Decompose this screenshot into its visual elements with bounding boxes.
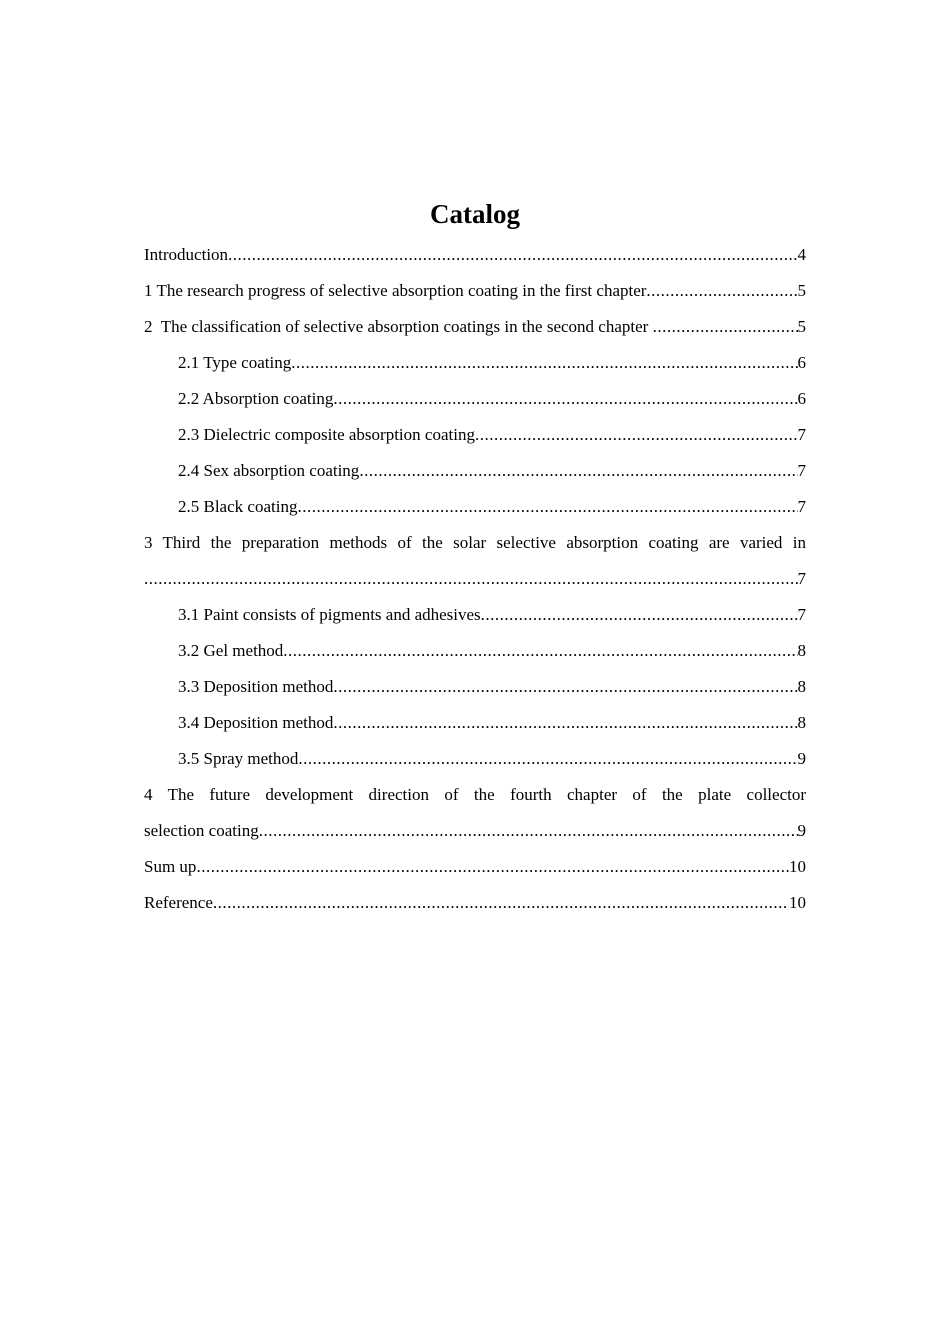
toc-page-number: 7 (797, 461, 806, 480)
dot-leader (333, 705, 797, 741)
toc-entry-chapter-1[interactable] (144, 273, 806, 309)
toc-entry-3-3[interactable] (144, 669, 806, 705)
toc-entry-label: 2.2 Absorption coating (178, 389, 334, 408)
toc-entry-label: 2.1 Type coating (178, 353, 292, 372)
toc-entry-3-4[interactable] (144, 705, 806, 741)
toc-entry-3-5[interactable] (144, 741, 806, 777)
toc-entry-label: Introduction (144, 245, 229, 264)
toc-page-number: 9 (797, 821, 806, 840)
toc-entry-label: 2.3 Dielectric composite absorption coating (178, 425, 475, 444)
dot-leader (291, 345, 797, 381)
toc-entry-label: 3.2 Gel method (178, 641, 284, 660)
toc-entry-chapter-3[interactable] (144, 525, 806, 597)
toc-page-number: 7 (797, 605, 806, 624)
toc-entry-label: 1 The research progress of selective absorption coating in the first chapter (144, 281, 647, 300)
toc-entry-label (144, 525, 806, 561)
toc-entry-label: 3.1 Paint consists of pigments and adhesives (178, 605, 481, 624)
toc-entry-label-line1: 4 The future development direction of the fourth chapter of the plate collector (144, 785, 806, 804)
toc-entry-2-2[interactable] (144, 381, 806, 417)
dot-leader (144, 561, 798, 597)
toc-entry-label: 3.3 Deposition method (178, 677, 334, 696)
toc-page-number: 4 (797, 245, 806, 264)
toc-entry-label: 2.4 Sex absorption coating (178, 461, 360, 480)
dot-leader (213, 885, 789, 921)
toc-page-number: 7 (797, 425, 806, 444)
toc-entry-2-5[interactable] (144, 489, 806, 525)
toc-entry-sum-up[interactable] (144, 849, 806, 885)
dot-leader (283, 633, 797, 669)
dot-leader (259, 813, 798, 849)
dot-leader (298, 741, 797, 777)
toc-page-number: 10 (789, 893, 806, 912)
toc-entry-chapter-2[interactable] (144, 309, 806, 345)
dot-leader (359, 453, 797, 489)
toc-page-number: 9 (797, 749, 806, 768)
dot-leader (475, 417, 798, 453)
toc-page-number: 6 (797, 353, 806, 372)
dot-leader (653, 309, 798, 345)
toc-entry-chapter-4[interactable] (144, 777, 806, 849)
toc-entry-introduction[interactable] (144, 237, 806, 273)
toc-entry-3-2[interactable] (144, 633, 806, 669)
toc-entry-2-4[interactable] (144, 453, 806, 489)
toc-entry-label: 2.5 Black coating (178, 497, 298, 516)
dot-leader (196, 849, 789, 885)
toc-page-number: 8 (797, 713, 806, 732)
page-title: Catalog (430, 199, 520, 229)
dot-leader (333, 669, 797, 705)
toc-page-number: 5 (797, 317, 806, 336)
toc-entry-label-line1: 3 Third the preparation methods of the solar selective absorption coating are varied in (144, 533, 806, 552)
toc-entry-reference[interactable] (144, 885, 806, 921)
toc-entry-label: 3.4 Deposition method (178, 713, 334, 732)
toc-page-number: 7 (797, 569, 806, 588)
toc-entry-label: 2 The classification of selective absorption coatings in the second chapter (144, 317, 653, 336)
dot-leader (297, 489, 797, 525)
toc-entry-label-line2: selection coating (144, 821, 259, 840)
toc-entry-2-1[interactable] (144, 345, 806, 381)
dot-leader (228, 237, 797, 273)
toc-page-number: 10 (789, 857, 806, 876)
toc-entry-label (144, 777, 806, 813)
toc-page-number: 5 (797, 281, 806, 300)
toc-entry-label: Reference (144, 893, 213, 912)
toc-entry-label: Sum up (144, 857, 197, 876)
toc-page-number: 8 (797, 641, 806, 660)
dot-leader (481, 597, 798, 633)
dot-leader (646, 273, 797, 309)
table-of-contents (144, 237, 806, 921)
toc-page-number: 6 (797, 389, 806, 408)
toc-page-number: 8 (797, 677, 806, 696)
toc-page-number: 7 (797, 497, 806, 516)
toc-entry-3-1[interactable] (144, 597, 806, 633)
dot-leader (333, 381, 797, 417)
toc-entry-2-3[interactable] (144, 417, 806, 453)
toc-entry-label: 3.5 Spray method (178, 749, 299, 768)
